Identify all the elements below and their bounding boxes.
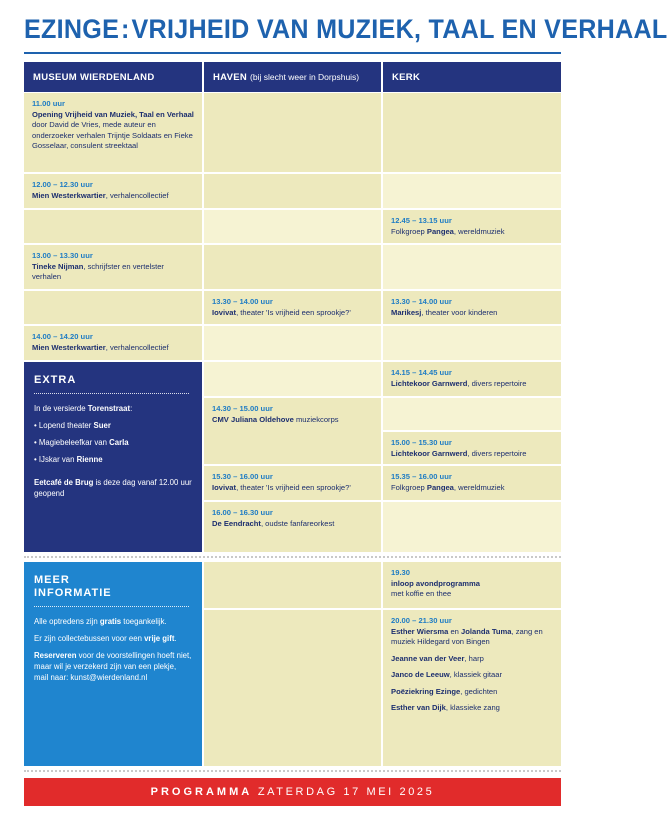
act-name: Mien Westerkwartier [32,190,106,200]
act-name: Tineke Nijman [32,261,84,271]
kerk-empty-3 [383,245,561,289]
museum-slot-3 [24,245,202,289]
performer-line [391,654,554,665]
extra-item-name: Rienne [76,455,103,464]
kerk-slot-2 [383,291,561,324]
kerk-slot-1 [383,210,561,243]
act-description: , verhalencollectief [105,342,169,352]
act-name: Lichtekoor Garnwerd [391,378,468,388]
slot-time: 14.30 – 15.00 uur [212,404,273,413]
info-free-bold: gratis [99,617,122,626]
act-description: door David de Vries, mede auteur en onderzoeker verhalen Trijntje Soldaats en Fieke Gosselaar, consulent streektaal [32,120,193,150]
cafe-name: Eetcafé de Brug [34,478,94,487]
info-title: MEER INFORMATIE [34,574,112,599]
extra-item-pre: • Lopend theater [34,421,94,430]
extra-cafe [34,477,192,499]
haven-empty-4 [204,245,381,289]
header-haven-label: HAVEN [213,72,248,83]
extra-divider [34,393,189,394]
performer-line [391,670,554,681]
slot-time: 11.00 uur [32,99,65,108]
museum-slot-1 [24,93,202,172]
info-box [24,562,202,766]
slot-time: 13.30 – 14.00 uur [391,297,452,306]
extra-item-name: Suer [93,421,111,430]
haven-slot-3 [204,466,381,500]
haven-empty-5 [204,326,381,360]
act-name: Opening Vrijheid van Muziek, Taal en Verhaal [32,109,194,119]
act-prefix: Folkgroep [391,482,427,492]
extra-intro [34,403,192,414]
slot-time: 14.00 – 14.20 uur [32,332,93,341]
footer-banner [24,778,561,806]
act-description: , divers repertoire [467,448,527,458]
slot-time: 19.30 [391,568,411,577]
extra-item-pre: • Magiebeleefkar van [34,438,110,447]
info-reserve-bold: Reserveren [34,651,77,660]
slot-time: 14.15 – 14.45 uur [391,368,452,377]
act-description: , oudste fanfareorkest [260,518,335,528]
header-haven-note: (bij slecht weer in Dorpshuis) [250,72,360,82]
extra-title: EXTRA [34,374,77,386]
museum-slot-4 [24,326,202,360]
info-gift-pre: Er zijn collectebussen voor een [34,634,145,643]
haven-slot-1 [204,291,381,324]
act-name: inloop avondprogramma [391,578,481,588]
act-description: , divers repertoire [467,378,527,388]
haven-evening-empty-2 [204,610,381,766]
performer-role: , klassieke zang [445,703,500,712]
info-gift [34,633,192,644]
act-name: Lichtekoor Garnwerd [391,448,468,458]
kerk-evening-inloop [383,562,561,608]
slot-time: 15.00 – 15.30 uur [391,438,452,447]
extra-item-name: Carla [109,438,129,447]
performer-name: Jolanda Tuma [461,626,512,636]
act-description: , wereldmuziek [453,226,505,236]
haven-evening-empty-1 [204,562,381,608]
performer-name: Poëziekring Ezinge [391,686,461,696]
concert-description: , zang en muziek Hildegard von Bingen [391,626,543,646]
kerk-empty-5 [383,398,561,430]
act-description: , wereldmuziek [453,482,505,492]
footer-date: ZATERDAG 17 MEI 2025 [257,786,435,798]
performer-line [391,687,554,698]
header-museum [24,62,202,92]
museum-empty-1 [24,210,202,243]
title-place: EZINGE [24,14,120,44]
kerk-evening-concert [383,610,561,766]
kerk-empty-4 [383,326,561,360]
info-reserve-text: voor de voorstellingen hoeft niet, maar wil je verzekerd zijn van een plekje, mail naar: kunst@wierdenland.nl [34,651,192,682]
performer-role: , harp [464,653,484,663]
haven-slot-4 [204,502,381,552]
footer-divider [24,770,561,776]
title-separator: : [121,14,130,44]
act-name: De Eendracht [212,518,261,528]
haven-empty-6 [204,362,381,396]
performer-name: Esther van Dijk [391,703,446,712]
act-description: , verhalencollectief [105,190,169,200]
info-reserve [34,650,192,683]
act-description: , theater 'Is vrijheid een sprookje?' [236,482,351,492]
performer-role: , gedichten [460,686,498,696]
footer-label: PROGRAMMA [150,786,253,798]
kerk-slot-4 [383,432,561,464]
act-name: Iovivat [212,307,237,317]
performer-name: Esther Wiersma [391,626,449,636]
header-kerk [383,62,561,92]
slot-time: 20.00 – 21.30 uur [391,616,452,625]
haven-slot-2 [204,398,381,464]
performer-line [391,703,554,714]
info-gift-bold: vrije gift [144,634,175,643]
haven-empty-1 [204,93,381,172]
act-description: muziekcorps [293,414,339,424]
info-gift-post: . [174,634,177,643]
act-name: Iovivat [212,482,237,492]
concert-main [391,627,554,648]
haven-empty-3 [204,210,381,243]
museum-slot-2 [24,174,202,208]
performer-name: Jeanne van der Veer [391,653,465,663]
cafe-text: is deze dag vanaf 12.00 uur geopend [34,478,192,498]
slot-time: 12.45 – 13.15 uur [391,216,452,225]
page-title [24,14,668,45]
act-name: Marikesj [391,307,422,317]
extra-intro-post: : [130,404,133,413]
act-name: Pangea [426,226,454,236]
extra-box [24,362,202,552]
slot-time: 13.30 – 14.00 uur [212,297,273,306]
header-haven [204,62,381,92]
museum-empty-2 [24,291,202,324]
kerk-empty-2 [383,174,561,208]
act-name: CMV Juliana Oldehove [212,414,294,424]
performer-role: , klassiek gitaar [449,670,503,679]
act-description: met koffie en thee [391,589,452,598]
header-kerk-label: KERK [392,72,421,83]
title-rule [24,52,561,54]
info-free-pre: Alle optredens zijn [34,617,100,626]
performer-name: Janco de Leeuw [391,670,450,679]
kerk-empty-1 [383,93,561,172]
slot-time: 16.00 – 16.30 uur [212,508,273,517]
extra-item-pre: • IJskar van [34,455,77,464]
slot-time: 12.00 – 12.30 uur [32,180,93,189]
extra-intro-pre: In de versierde [34,404,88,413]
act-description: , schrijfster en vertelster verhalen [32,261,164,281]
extra-item [34,437,192,448]
slot-time: 15.30 – 16.00 uur [212,472,273,481]
concert-and: en [448,626,462,636]
act-description: , theater 'Is vrijheid een sprookje?' [236,307,351,317]
act-description: , theater voor kinderen [421,307,498,317]
kerk-slot-5 [383,466,561,500]
info-divider [34,606,189,607]
extra-intro-street: Torenstraat [87,404,131,413]
info-free [34,616,192,627]
header-museum-label: MUSEUM WIERDENLAND [33,72,155,83]
act-name: Pangea [426,482,454,492]
slot-time: 13.00 – 13.30 uur [32,251,93,260]
kerk-slot-3 [383,362,561,396]
act-name: Mien Westerkwartier [32,342,106,352]
slot-time: 15.35 – 16.00 uur [391,472,452,481]
extra-item [34,420,192,431]
extra-item [34,454,192,465]
kerk-empty-6 [383,502,561,552]
act-prefix: Folkgroep [391,226,427,236]
title-theme: VRIJHEID VAN MUZIEK, TAAL EN VERHAAL [131,14,668,44]
haven-empty-2 [204,174,381,208]
info-free-post: toegankelijk. [121,617,167,626]
